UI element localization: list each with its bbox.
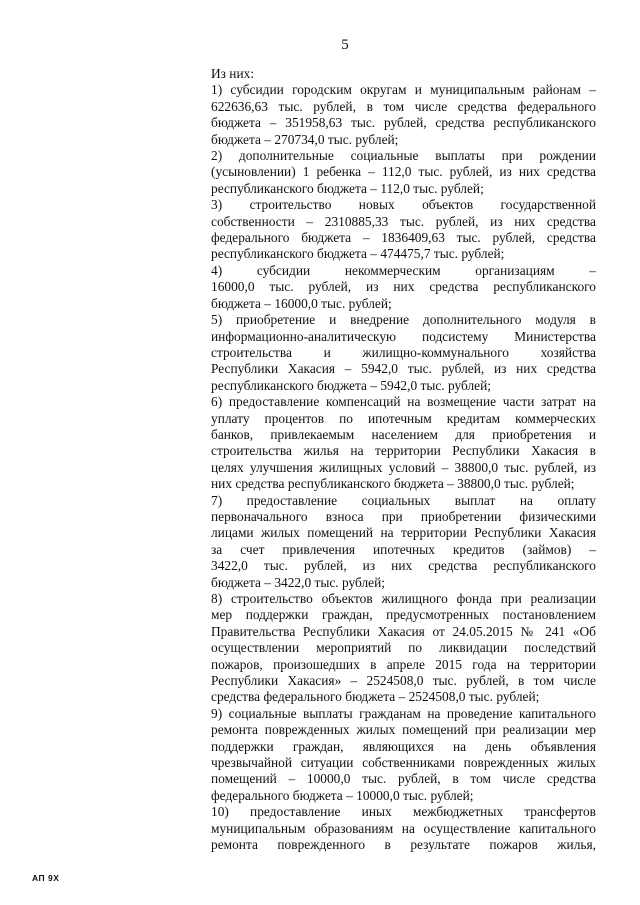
text-line: 2) дополнительные социальные выплаты при рождении — [211, 148, 596, 164]
text-line: информационно-аналитическую подсистему Министерства — [211, 328, 596, 344]
text-line: пожаров, произошедших в апреле 2015 года на территории — [211, 656, 596, 672]
footer-mark: АП 9Х — [32, 873, 60, 883]
text-line: уплату процентов по ипотечным кредитам коммерческих — [211, 410, 596, 426]
text-line: бюджета – 3422,0 тыс. рублей; — [211, 574, 386, 590]
text-line: Республики Хакасия» – 2524508,0 тыс. рублей, в том числе — [211, 673, 596, 689]
text-line: них средства республиканского бюджета – 38800,0 тыс. рублей; — [211, 476, 575, 492]
text-line: Из них: — [211, 66, 255, 81]
text-line: 622636,63 тыс. рублей, в том числе средства федерального — [211, 98, 596, 114]
text-line: лицами жилых помещений на территории Республики Хакасия — [211, 525, 596, 541]
text-line: поддержки граждан, являющихся на день объявления — [211, 738, 596, 754]
text-line: (усыновлении) 1 ребенка – 112,0 тыс. рублей, из них средства — [211, 164, 596, 180]
text-line: бюджета – 16000,0 тыс. рублей; — [211, 295, 392, 311]
text-line: бюджета – 351958,63 тыс. рублей, средства республиканского — [211, 115, 596, 131]
text-line: федерального бюджета – 1836409,63 тыс. рублей, средства — [211, 230, 596, 246]
text-line: 8) строительство объектов жилищного фонда при реализации — [211, 591, 596, 606]
text-line: чрезвычайной ситуации собственниками поврежденных жилых — [211, 755, 596, 771]
text-line: республиканского бюджета – 474475,7 тыс. рублей; — [211, 246, 505, 262]
text-line: помещений – 10000,0 тыс. рублей, в том числе средства — [211, 771, 596, 787]
text-line: ремонта поврежденного в результате пожаров жилья, — [211, 837, 596, 853]
page-number: 5 — [341, 37, 349, 53]
text-line: мер поддержки граждан, предусмотренных постановлением — [211, 607, 596, 623]
text-line: 1) субсидии городским округам и муниципальным районам – — [211, 82, 596, 98]
text-line: целях улучшения жилищных условий – 38800,0 тыс. рублей, из — [211, 459, 596, 475]
text-line: первоначального взноса при приобретении физическими — [211, 508, 596, 524]
text-line: 5) приобретение и внедрение дополнительного модуля в — [211, 312, 596, 328]
text-line: 6) предоставление компенсаций на возмещение части затрат на — [211, 394, 596, 410]
text-line: республиканского бюджета – 112,0 тыс. рублей; — [211, 180, 484, 196]
text-line: Республики Хакасия – 5942,0 тыс. рублей, из них средства — [211, 361, 596, 377]
text-line: ремонта поврежденных жилых помещений при реализации мер — [211, 722, 596, 738]
text-line: 10) предоставление иных межбюджетных трансфертов — [211, 804, 596, 820]
text-line: 3) строительство новых объектов государственной — [211, 197, 596, 213]
text-line: осуществлении мероприятий по ликвидации последствий — [211, 640, 596, 656]
text-line: строительства жилья на территории Республики Хакасия в — [211, 443, 596, 459]
text-line: бюджета – 270734,0 тыс. рублей; — [211, 131, 399, 147]
text-line: за счет привлечения ипотечных кредитов (займов) – — [211, 541, 596, 557]
text-line: собственности – 2310885,33 тыс. рублей, из них средства — [211, 213, 596, 229]
text-line: средства федерального бюджета – 2524508,0 тыс. рублей; — [211, 689, 540, 705]
document-body — [211, 66, 596, 854]
text-line: 9) социальные выплаты гражданам на проведение капитального — [211, 705, 596, 721]
text-line: федерального бюджета – 10000,0 тыс. рублей; — [211, 787, 474, 803]
text-line: 7) предоставление социальных выплат на оплату — [211, 492, 596, 508]
text-line: банков, привлекаемым населением для приобретения и — [211, 426, 596, 442]
text-line: 3422,0 тыс. рублей, из них средства республиканского — [211, 558, 596, 574]
text-line: 4) субсидии некоммерческим организациям – — [211, 262, 596, 278]
text-line: 16000,0 тыс. рублей, из них средства республиканского — [211, 279, 596, 295]
text-line: республиканского бюджета – 5942,0 тыс. рублей; — [211, 377, 492, 393]
text-line: Правительства Республики Хакасия от 24.05.2015 № 241 «Об — [211, 623, 596, 639]
text-line: муниципальным образованиям на осуществление капитального — [211, 820, 596, 836]
text-line: строительства и жилищно-коммунального хозяйства — [211, 344, 596, 360]
